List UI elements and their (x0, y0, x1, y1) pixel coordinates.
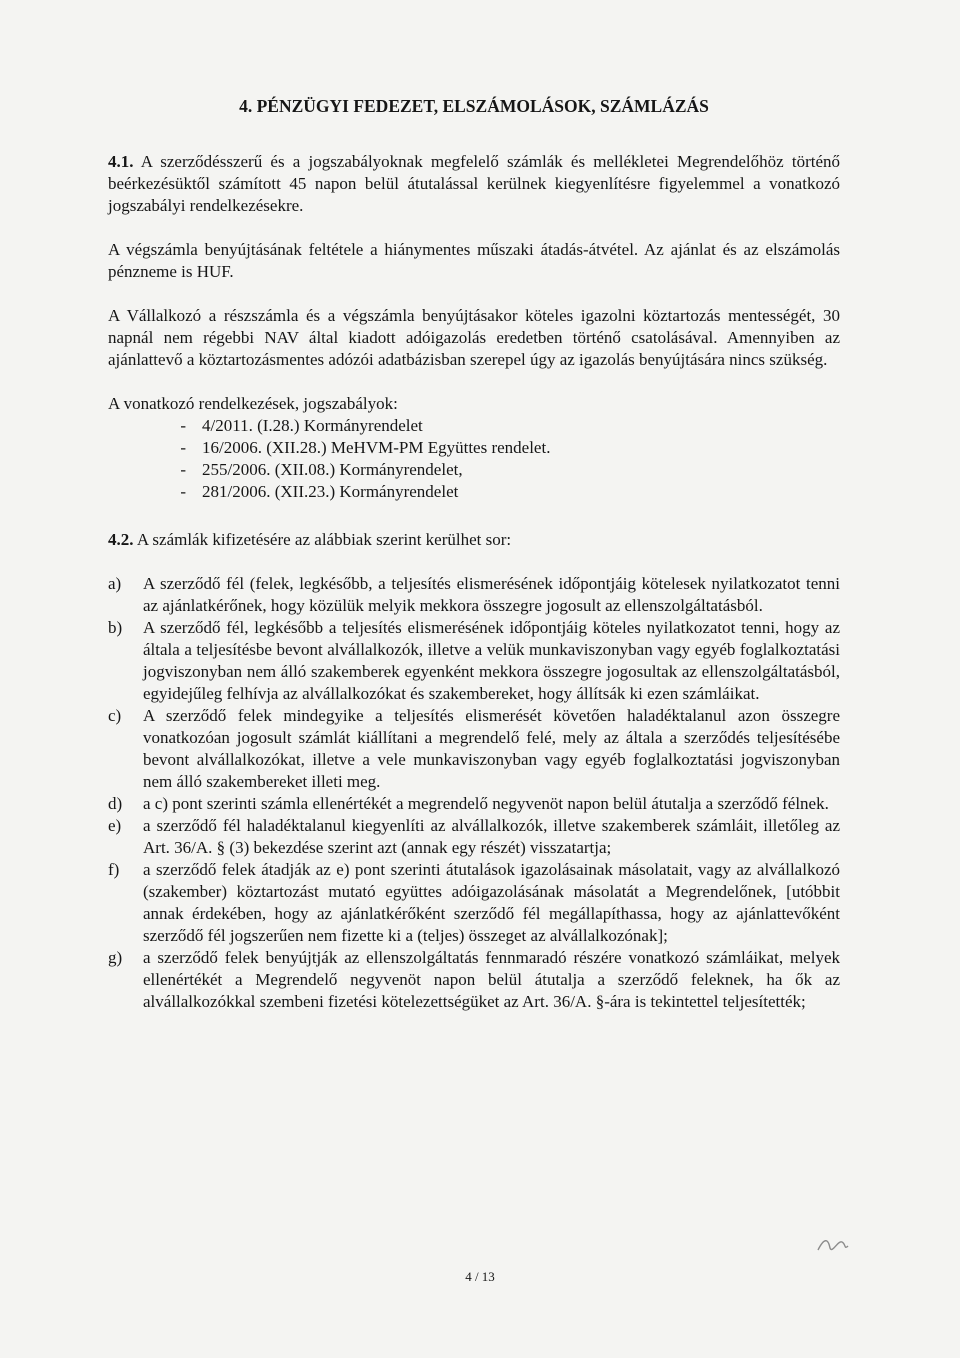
list-item (108, 573, 840, 617)
laws-intro: A vonatkozó rendelkezések, jogszabályok: (108, 394, 398, 413)
list-item-label: e) (108, 816, 122, 835)
law-item-text: 4/2011. (I.28.) Kormányrendelet (202, 416, 423, 435)
page-number: 4 / 13 (465, 1269, 495, 1284)
list-item (108, 617, 840, 705)
section-4-1-para-1 (108, 151, 840, 217)
initials-mark-icon (816, 1234, 850, 1261)
payment-items-list (108, 573, 840, 1013)
list-item-label: d) (108, 794, 123, 813)
list-item-label: a) (108, 574, 122, 593)
list-item-label: c) (108, 706, 122, 725)
law-item-text: 281/2006. (XII.23.) Kormányrendelet (202, 482, 459, 501)
section-4-2-number: 4.2. (108, 530, 134, 549)
list-item-text: A szerződő fél (felek, legkésőbb, a teljesítés elismerésének időpontjáig kötelesek nyilatkozatot tenni az ajánlatkérőnek, hogy közülük melyik mekkora összegre jogosult az ellenszolgáltatásból. (143, 574, 840, 615)
law-item: - 255/2006. (XII.08.) Kormányrendelet, (180, 460, 463, 479)
list-item-label: f) (108, 860, 120, 879)
law-item-text: 255/2006. (XII.08.) Kormányrendelet, (202, 460, 463, 479)
law-item: - 16/2006. (XII.28.) MeHVM-PM Együttes rendelet. (180, 438, 551, 457)
law-item: - 281/2006. (XII.23.) Kormányrendelet (180, 482, 459, 501)
section-4-1-number: 4.1. (108, 152, 134, 171)
list-item (108, 947, 840, 1013)
list-item-text: a szerződő felek átadják az e) pont szerinti átutalások igazolásainak másolatait, vagy az alvállalkozó (szakember) köztartozást mutató együttes adóigazolásának másolatát a Megrendelőnek, [utóbbit annak érdekében, hogy az ajánlatkérőként szerződő fél megállapíthassa, hogy az ajánlattevőként szerződő fél jogszerűen nem fizette ki a (teljes) összeget az alvállalkozónak]; (143, 860, 840, 945)
section-4-2-intro (108, 529, 840, 551)
law-item-text: 16/2006. (XII.28.) MeHVM-PM Együttes rendelet. (202, 438, 551, 457)
list-item-text: a c) pont szerinti számla ellenértékét a megrendelő negyvenöt napon belül átutalja a szerződő félnek. (143, 794, 829, 813)
list-item (108, 859, 840, 947)
list-item-label: b) (108, 618, 123, 637)
list-item (108, 815, 840, 859)
list-item-text: a szerződő felek benyújtják az ellenszolgáltatás fennmaradó részére vonatkozó számláikat, melyek ellenértékét a Megrendelő negyvenöt napon belül átutalja a szerződő feleknek, ha ők az alvállalkozókkal szembeni fizetési kötelezettségüket az Art. 36/A. §-ára is tekintettel teljesítették; (143, 948, 840, 1011)
list-item-text: A szerződő felek mindegyike a teljesítés elismerését követően haladéktalanul azon összegre vonatkozóan jogosult számlát kiállítani a megrendelő felé, mely az általa a szerződés teljesítésébe bevont alvállalkozókat, illetve a vele munkaviszonyban vagy egyéb foglalkoztatási jogviszonyban nem álló szakembereket illeti meg. (143, 706, 840, 791)
law-item: - 4/2011. (I.28.) Kormányrendelet (180, 416, 423, 435)
section-4-2-intro-text: A számlák kifizetésére az alábbiak szerint kerülhet sor: (136, 530, 512, 549)
section-4-1-para-1-text: A szerződésszerű és a jogszabályoknak megfelelő számlák és mellékletei Megrendelőhöz történő beérkezésüktől számított 45 napon belül átutalással kerülnek kiegyenlítésre figyelemmel a vonatkozó jogszabályi rendelkezésekre. (108, 152, 840, 215)
section-heading: 4. PÉNZÜGYI FEDEZET, ELSZÁMOLÁSOK, SZÁMLÁZÁS (239, 96, 709, 116)
laws-list (108, 415, 840, 503)
document-page (108, 96, 840, 1013)
list-item (108, 793, 840, 815)
list-item-text: a szerződő fél haladéktalanul kiegyenlíti az alvállalkozók, illetve szakemberek számláit, illetőleg az Art. 36/A. § (3) bekezdése szerint azt (annak egy részét) visszatartja; (143, 816, 840, 857)
section-4-1-para-3: A Vállalkozó a részszámla és a végszámla benyújtásakor köteles igazolni köztartozás mentességét, 30 napnál nem régebbi NAV által kiadott adóigazolás eredetben történő csatolásával. Amennyiben az ajánlattevő a köztartozásmentes adózói adatbázisban szerepel úgy az igazolás benyújtására nincs szükség. (108, 306, 840, 369)
list-item (108, 705, 840, 793)
section-4-1-para-2: A végszámla benyújtásának feltétele a hiánymentes műszaki átadás-átvétel. Az ajánlat és az elszámolás pénzneme is HUF. (108, 240, 840, 281)
list-item-label: g) (108, 948, 123, 967)
list-item-text: A szerződő fél, legkésőbb a teljesítés elismerésének időpontjáig köteles nyilatkozatot tenni, hogy az általa a teljesítésbe bevont alvállalkozók, illetve a velük munkaviszonyban vagy egyéb foglalkoztatási jogviszonyban nem álló szakemberek egyenként mekkora összegre jogosultak az ellenszolgáltatásból, egyidejűleg felhívja az alvállalkozókat és szakembereket, hogy állítsák ki ezen számláikat. (143, 618, 840, 703)
